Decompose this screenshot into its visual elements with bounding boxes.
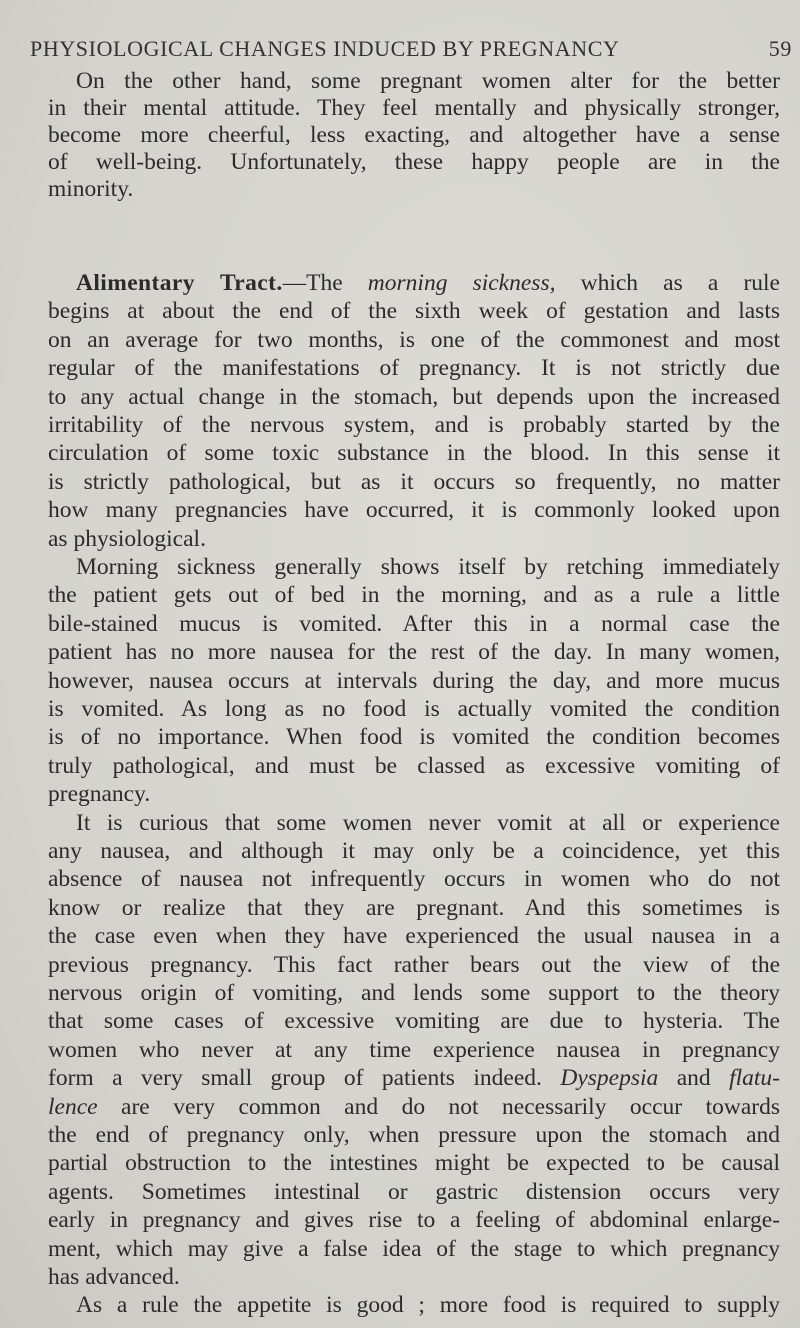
text-line [48,353,780,383]
text-segment: patient has no more nausea for the rest of the day. In many women, [48,639,780,666]
text-segment: on an average for two months, is one of the commonest and most [48,326,780,353]
text-line [48,1205,780,1235]
text-segment: as physiological. [48,525,206,552]
text-line [48,751,780,781]
text-line [48,666,780,696]
text-segment: pregnancy. [48,781,151,808]
text-segment: is strictly pathological, but as it occurs so frequently, no matter [48,468,780,495]
text-segment: any nausea, and although it may only be a coincidence, yet this [48,838,780,864]
text-line [48,1063,780,1093]
italic-text: morning sickness, [367,270,556,296]
italic-text: Dyspepsia [560,1065,659,1092]
text-line [48,722,780,752]
italic-text: flatu- [729,1065,780,1092]
text-line [48,1092,780,1122]
text-segment: ment, which may give a false idea of the stage to which pregnancy [48,1235,780,1262]
text-line [48,524,780,554]
text-line [48,147,780,177]
text-segment: circulation of some toxic substance in the blood. In this sense it [48,440,780,467]
text-line [48,864,780,894]
text-line [48,93,780,123]
text-segment: the case even when they have experienced the usual nausea in a [48,923,780,950]
text-segment: bile-stained mucus is vomited. After this in a normal case the [48,610,780,637]
text-segment: how many pregnancies have occurred, it is commonly looked upon [48,497,780,524]
text-line [48,893,780,923]
text-segment: which as a rule [555,270,780,296]
text-segment: has advanced. [48,1264,180,1290]
text-line [48,950,780,980]
text-line [48,325,780,355]
text-line [48,296,780,326]
text-line [48,467,780,497]
text-segment: become more cheerful, less exacting, and altogether have a sense [48,122,780,148]
text-line [48,1177,780,1207]
text-segment: early in pregnancy and gives rise to a feeling of abdominal enlarge- [48,1207,780,1234]
text-segment: begins at about the end of the sixth week of gestation and lasts [48,298,780,325]
text-line [48,410,780,440]
text-segment: is of no importance. When food is vomited the condition becomes [48,724,780,751]
text-line [48,495,780,525]
text-segment: —The [282,270,368,296]
text-segment: previous pregnancy. This fact rather bears out the view of the [48,951,780,978]
text-line [48,1262,780,1292]
text-segment: however, nausea occurs at intervals during the day, and more mucus [48,667,780,694]
text-line [48,779,780,809]
text-line [48,1120,780,1150]
text-segment: is vomited. As long as no food is actually vomited the condition [48,696,780,722]
text-segment: and [658,1065,730,1092]
italic-text: lence [48,1093,98,1120]
text-segment: that some cases of excessive vomiting are due to hysteria. The [48,1008,780,1035]
text-segment: nervous origin of vomiting, and lends some support to the theory [48,980,780,1006]
text-segment: of well-being. Unfortunately, these happy people are in the [48,149,780,175]
text-segment: agents. Sometimes intestinal or gastric distension occurs very [48,1178,780,1205]
text-line [48,1035,780,1065]
text-segment: minority. [48,176,134,202]
text-line [48,1006,780,1036]
text-segment: in their mental attitude. They feel mentally and physically stronger, [48,95,780,121]
text-line [76,66,780,96]
text-line [76,268,780,298]
text-segment: the end of pregnancy only, when pressure upon the stomach and [48,1122,780,1148]
text-segment: form a very small group of patients indeed. [48,1065,561,1092]
text-segment: As a rule the appetite is good ; more food is required to supply [76,1292,780,1319]
text-line [48,609,780,639]
text-line [48,637,780,667]
text-line [48,120,780,150]
text-segment: On the other hand, some pregnant women alter for the better [76,68,780,94]
text-segment: to any actual change in the stomach, but depends upon the increased [48,383,780,410]
text-line [48,694,780,724]
text-segment: truly pathological, and must be classed as excessive vomiting of [48,752,780,779]
text-line [76,808,780,838]
text-line [48,382,780,412]
text-segment: know or realize that they are pregnant. And this sometimes is [48,894,780,921]
text-line [48,580,780,610]
text-line [48,921,780,951]
text-segment: irritability of the nervous system, and is probably started by the [48,412,780,438]
text-line [48,438,780,468]
text-line [76,1290,780,1320]
text-line [76,552,780,582]
text-segment: regular of the manifestations of pregnancy. It is not strictly due [48,355,780,382]
text-segment: the patient gets out of bed in the morning, and as a rule a little [48,582,780,609]
text-segment: partial obstruction to the intestines might be expected to be causal [48,1150,780,1177]
text-segment: It is curious that some women never vomit at all or experience [76,809,780,836]
text-segment: are very common and do not necessarily occur towards [97,1093,780,1120]
section-heading: Alimentary Tract. [76,270,283,296]
text-line [48,1148,780,1178]
header-title: PHYSIOLOGICAL CHANGES INDUCED BY PREGNANCY [30,36,620,61]
text-segment: absence of nausea not infrequently occurs in women who do not [48,866,780,893]
page-number: 59 [768,36,792,61]
text-line [48,174,780,204]
text-line [48,978,780,1008]
text-segment: women who never at any time experience nausea in pregnancy [48,1036,780,1063]
text-segment: Morning sickness generally shows itself by retching immediately [76,554,780,580]
text-line [48,836,780,866]
text-line [48,1234,780,1264]
running-header [30,36,792,62]
